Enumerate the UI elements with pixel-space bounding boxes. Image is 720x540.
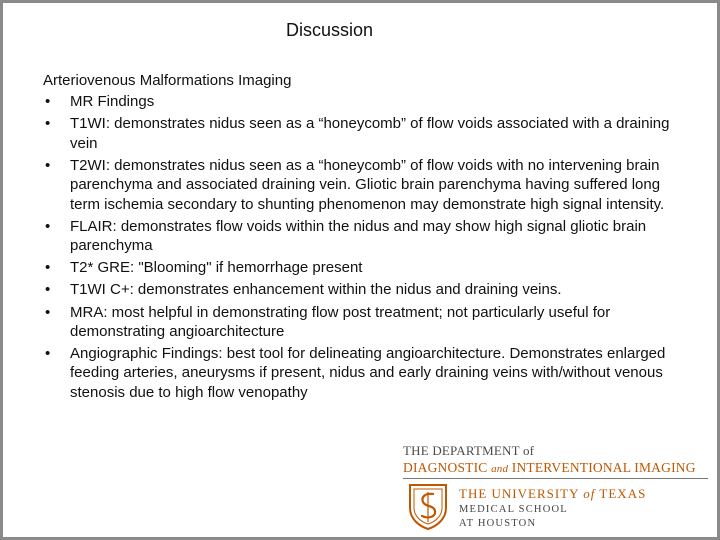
bullet-dot: • xyxy=(45,281,51,299)
university-name-line xyxy=(459,486,646,502)
bullet-dot: • xyxy=(45,217,51,235)
section-heading: Arteriovenous Malformations Imaging xyxy=(43,72,292,89)
department-logo xyxy=(403,443,708,533)
university-name-of: of xyxy=(583,486,596,501)
bullet-item xyxy=(43,258,693,277)
bullet-dot: • xyxy=(45,303,51,321)
bullet-text: T1WI C+: demonstrates enhancement within the nidus and draining veins. xyxy=(70,281,562,299)
bullet-text: T1WI: demonstrates nidus seen as a “honeycomb” of flow voids associated with a draining vein xyxy=(70,115,670,152)
slide-content xyxy=(43,71,693,405)
department-title-diagnostic: DIAGNOSTIC xyxy=(403,460,488,475)
bullet-item xyxy=(43,303,693,342)
department-title-interventional: INTERVENTIONAL IMAGING xyxy=(511,460,696,475)
location-line: AT HOUSTON xyxy=(459,518,537,529)
university-seal-icon xyxy=(407,482,449,530)
university-name-part: TEXAS xyxy=(599,486,647,501)
bullet-dot: • xyxy=(45,156,51,174)
bullet-dot: • xyxy=(45,93,51,111)
university-name-part: THE UNIVERSITY xyxy=(459,486,580,501)
bullet-text: T2WI: demonstrates nidus seen as a “honeycomb” of flow voids with no intervening brain parenchyma and associated draining vein. Gliotic brain parenchyma having suffered long term ischemia secondary to shunting phenomenon may demonstrate high signal intensity. xyxy=(70,156,665,213)
logo-divider xyxy=(403,478,708,479)
department-title-line xyxy=(403,460,696,476)
bullet-item xyxy=(43,217,693,256)
department-name-line: THE DEPARTMENT of xyxy=(403,443,535,458)
slide xyxy=(3,3,717,537)
bullet-item xyxy=(43,344,693,402)
bullet-item xyxy=(43,114,693,153)
department-title-and: and xyxy=(491,463,509,475)
bullet-text: FLAIR: demonstrates flow voids within the nidus and may show high signal gliotic brain parenchyma xyxy=(70,217,647,255)
medical-school-line: MEDICAL SCHOOL xyxy=(459,504,568,515)
bullet-text: MRA: most helpful in demonstrating flow post treatment; not particularly useful for demonstrating angioarchitecture xyxy=(70,303,611,340)
bullet-dot: • xyxy=(45,259,51,277)
bullet-dot: • xyxy=(45,115,51,133)
bullet-item xyxy=(43,92,693,111)
bullet-dot: • xyxy=(45,345,51,363)
slide-title: Discussion xyxy=(286,20,374,40)
bullet-item xyxy=(43,156,693,214)
bullet-list xyxy=(43,92,693,402)
bullet-item xyxy=(43,280,693,299)
bullet-text: MR Findings xyxy=(70,93,155,111)
bullet-text: Angiographic Findings: best tool for delineating angioarchitecture. Demonstrates enlarged feeding arteries, aneurysms if present, nidus and early draining veins with/without venous stenosis due to high flow venopathy xyxy=(70,345,666,401)
bullet-text: T2* GRE: "Blooming" if hemorrhage present xyxy=(70,259,363,277)
